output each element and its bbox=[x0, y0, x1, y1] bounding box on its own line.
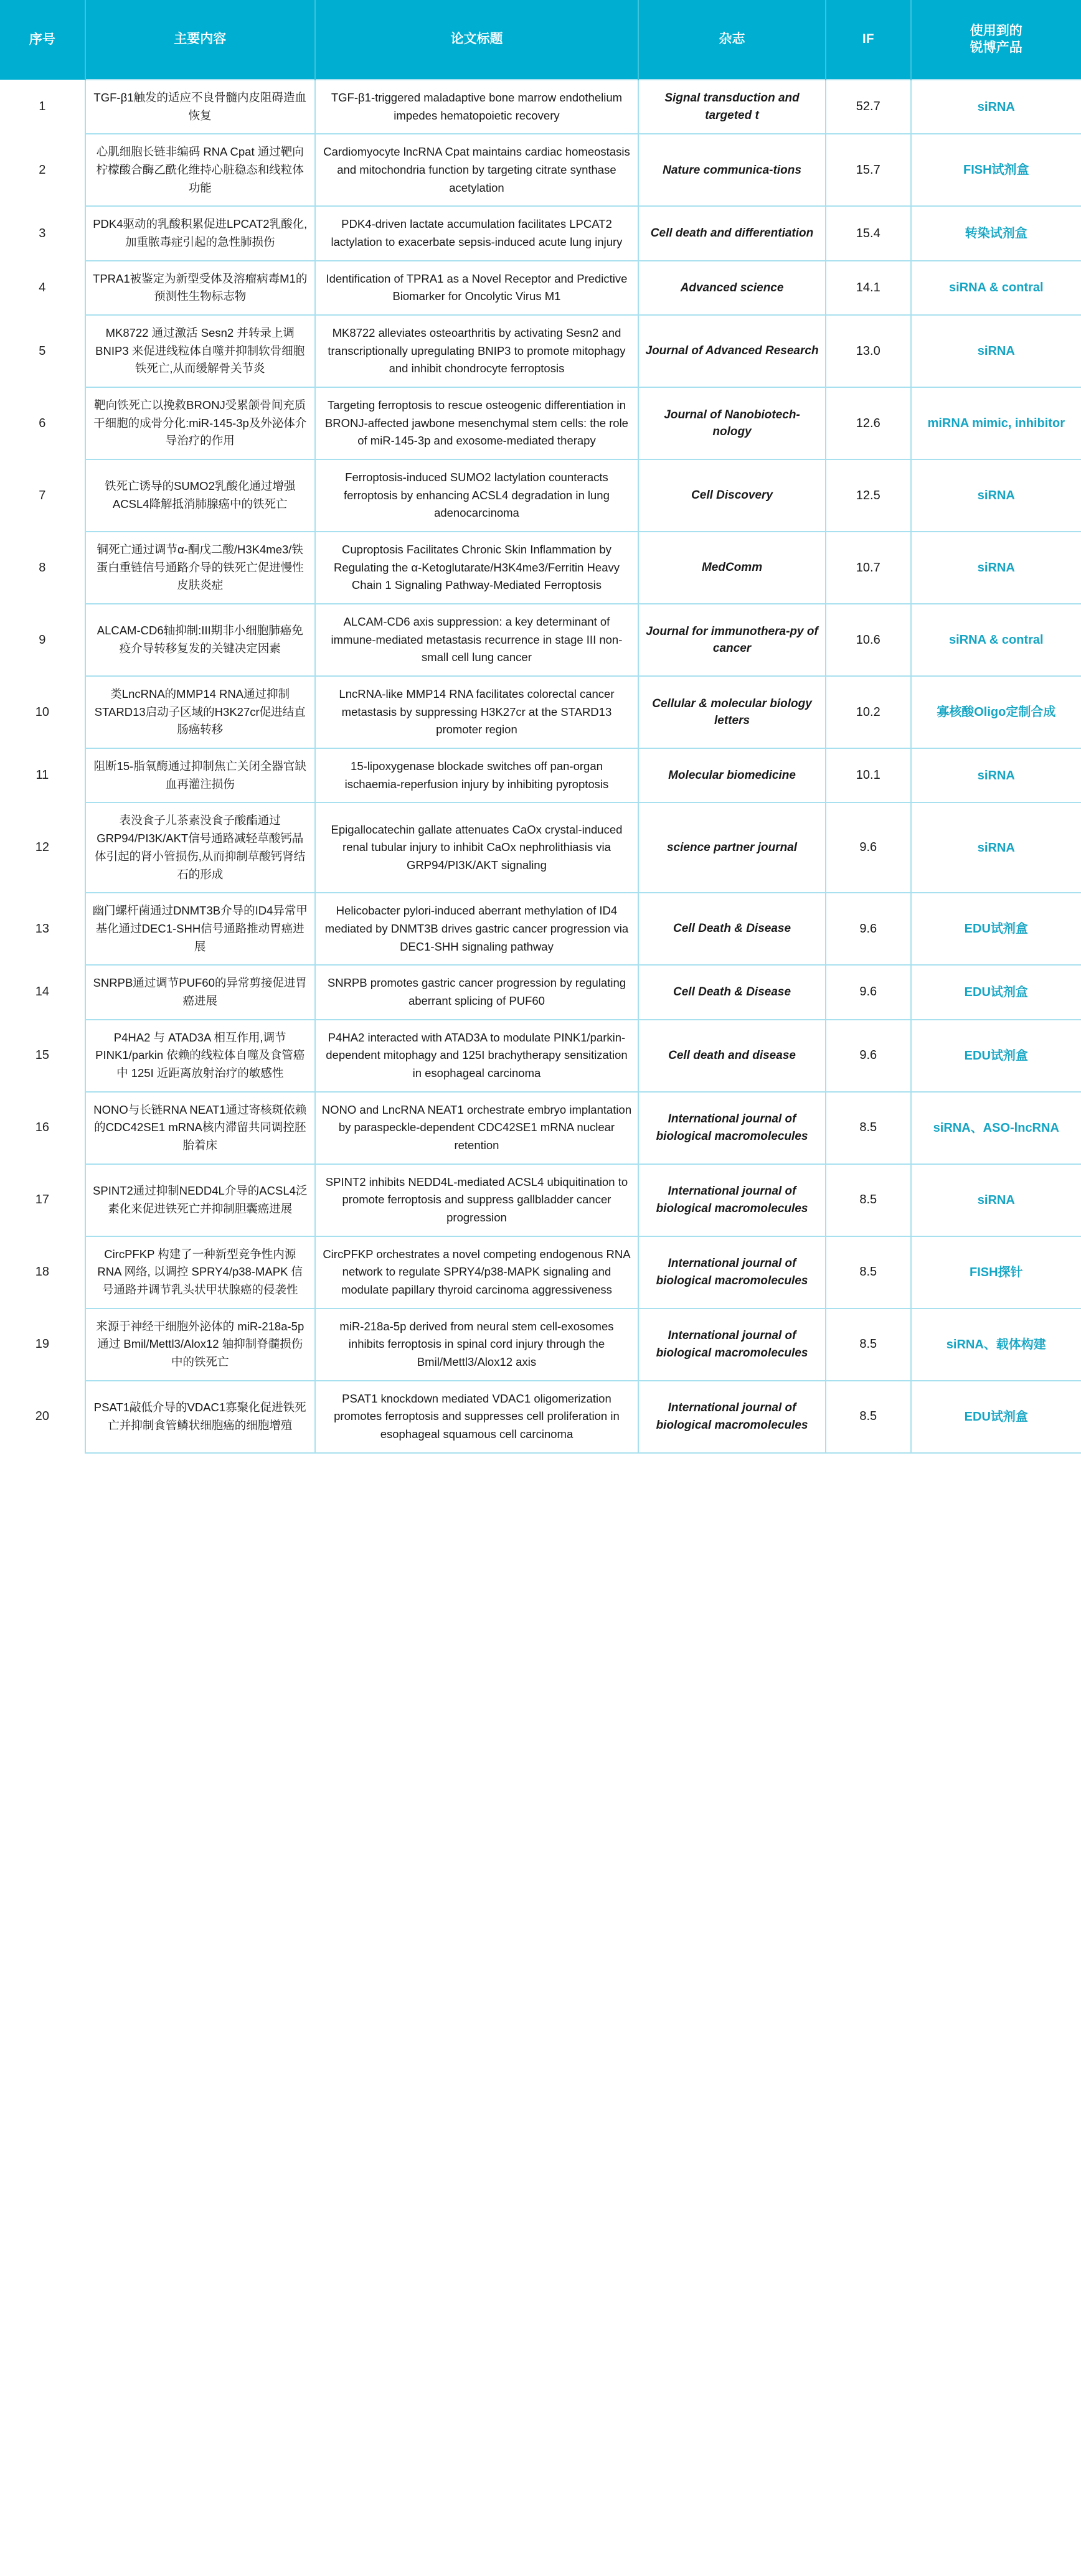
column-header-index: 序号 bbox=[0, 0, 85, 80]
row-paper-title-cell: MK8722 alleviates osteoarthritis by activating Sesn2 and transcriptionally upregulating BNIP3 to promote mitophagy and inhibit chondrocyte ferroptosis bbox=[315, 315, 638, 387]
row-index-cell: 19 bbox=[0, 1309, 85, 1381]
row-product-cell: EDU试剂盒 bbox=[911, 1020, 1081, 1092]
row-product-cell: EDU试剂盒 bbox=[911, 965, 1081, 1019]
row-impact-factor-cell: 9.6 bbox=[826, 893, 911, 965]
row-impact-factor-cell: 12.6 bbox=[826, 387, 911, 459]
row-product-cell: EDU试剂盒 bbox=[911, 1381, 1081, 1453]
header-row bbox=[0, 0, 1081, 80]
row-main-content-cell: 心肌细胞长链非编码 RNA Cpat 通过靶向柠檬酸合酶乙酰化维持心脏稳态和线粒体功能 bbox=[85, 134, 315, 206]
row-paper-title-cell: ALCAM-CD6 axis suppression: a key determinant of immune-mediated metastasis recurrence in stage III non-small cell lung cancer bbox=[315, 604, 638, 676]
table-row bbox=[0, 1381, 1081, 1453]
column-header-if: IF bbox=[826, 0, 911, 80]
row-paper-title-cell: Cuproptosis Facilitates Chronic Skin Inflammation by Regulating the α-Ketoglutarate/H3K4me3/Ferritin Heavy Chain 1 Signaling Pathway-Mediated Ferroptosis bbox=[315, 532, 638, 604]
row-paper-title-cell: SPINT2 inhibits NEDD4L-mediated ACSL4 ubiquitination to promote ferroptosis and suppress gallbladder cancer progression bbox=[315, 1164, 638, 1236]
table-row bbox=[0, 206, 1081, 260]
table-row bbox=[0, 802, 1081, 893]
row-journal-cell: Cell Discovery bbox=[638, 459, 826, 532]
row-paper-title-cell: Cardiomyocyte lncRNA Cpat maintains cardiac homeostasis and mitochondria function by targeting citrate synthase acetylation bbox=[315, 134, 638, 206]
row-product-cell: siRNA、ASO-lncRNA bbox=[911, 1092, 1081, 1164]
row-index-cell: 16 bbox=[0, 1092, 85, 1164]
row-impact-factor-cell: 12.5 bbox=[826, 459, 911, 532]
row-main-content-cell: 靶向铁死亡以挽救BRONJ受累颌骨间充质干细胞的成骨分化:miR-145-3p及外泌体介导治疗的作用 bbox=[85, 387, 315, 459]
column-header-product bbox=[911, 0, 1081, 80]
row-journal-cell: International journal of biological macromolecules bbox=[638, 1092, 826, 1164]
row-impact-factor-cell: 10.6 bbox=[826, 604, 911, 676]
table-row bbox=[0, 1092, 1081, 1164]
row-main-content-cell: 表没食子儿茶素没食子酸酯通过GRP94/PI3K/AKT信号通路减轻草酸钙晶体引起的肾小管损伤,从而抑制草酸钙肾结石的形成 bbox=[85, 802, 315, 893]
row-journal-cell: Nature communica-tions bbox=[638, 134, 826, 206]
row-main-content-cell: 来源于神经干细胞外泌体的 miR-218a-5p 通过 Bmil/Mettl3/Alox12 轴抑制脊髓损伤中的铁死亡 bbox=[85, 1309, 315, 1381]
table-row bbox=[0, 459, 1081, 532]
row-index-cell: 13 bbox=[0, 893, 85, 965]
row-journal-cell: Cell death and differentiation bbox=[638, 206, 826, 260]
row-index-cell: 1 bbox=[0, 80, 85, 134]
row-index-cell: 6 bbox=[0, 387, 85, 459]
row-product-cell: siRNA bbox=[911, 802, 1081, 893]
table-row bbox=[0, 134, 1081, 206]
row-journal-cell: Cellular & molecular biology letters bbox=[638, 676, 826, 748]
row-product-cell: miRNA mimic, inhibitor bbox=[911, 387, 1081, 459]
table-row bbox=[0, 604, 1081, 676]
row-product-cell: 转染试剂盒 bbox=[911, 206, 1081, 260]
row-journal-cell: Cell Death & Disease bbox=[638, 965, 826, 1019]
table-row bbox=[0, 532, 1081, 604]
row-main-content-cell: 铁死亡诱导的SUMO2乳酸化通过增强ACSL4降解抵消肺腺癌中的铁死亡 bbox=[85, 459, 315, 532]
row-journal-cell: International journal of biological macromolecules bbox=[638, 1309, 826, 1381]
row-paper-title-cell: CircPFKP orchestrates a novel competing endogenous RNA network to regulate SPRY4/p38-MAPK signaling and modulate papillary thyroid carcinoma aggressiveness bbox=[315, 1236, 638, 1309]
row-main-content-cell: 阻断15-脂氧酶通过抑制焦亡关闭全器官缺血再灌注损伤 bbox=[85, 748, 315, 802]
row-main-content-cell: SPINT2通过抑制NEDD4L介导的ACSL4泛素化来促进铁死亡并抑制胆囊癌进展 bbox=[85, 1164, 315, 1236]
row-journal-cell: International journal of biological macromolecules bbox=[638, 1164, 826, 1236]
row-journal-cell: Advanced science bbox=[638, 261, 826, 315]
row-main-content-cell: PDK4驱动的乳酸积累促进LPCAT2乳酸化,加重脓毒症引起的急性肺损伤 bbox=[85, 206, 315, 260]
row-impact-factor-cell: 8.5 bbox=[826, 1309, 911, 1381]
row-impact-factor-cell: 14.1 bbox=[826, 261, 911, 315]
row-main-content-cell: TGF-β1触发的适应不良骨髓内皮阻碍造血恢复 bbox=[85, 80, 315, 134]
row-journal-cell: Journal of Nanobiotech-nology bbox=[638, 387, 826, 459]
row-paper-title-cell: PSAT1 knockdown mediated VDAC1 oligomerization promotes ferroptosis and suppresses cell proliferation in esophageal squamous cell carcinoma bbox=[315, 1381, 638, 1453]
row-journal-cell: Journal for immunothera-py of cancer bbox=[638, 604, 826, 676]
row-journal-cell: Molecular biomedicine bbox=[638, 748, 826, 802]
row-main-content-cell: SNRPB通过调节PUF60的异常剪接促进胃癌进展 bbox=[85, 965, 315, 1019]
row-impact-factor-cell: 8.5 bbox=[826, 1381, 911, 1453]
table-row bbox=[0, 676, 1081, 748]
row-journal-cell: International journal of biological macromolecules bbox=[638, 1381, 826, 1453]
row-main-content-cell: MK8722 通过激活 Sesn2 并转录上调 BNIP3 来促进线粒体自噬并抑制软骨细胞铁死亡,从而缓解骨关节炎 bbox=[85, 315, 315, 387]
row-product-cell: FISH探针 bbox=[911, 1236, 1081, 1309]
table-row bbox=[0, 315, 1081, 387]
row-paper-title-cell: PDK4-driven lactate accumulation facilitates LPCAT2 lactylation to exacerbate sepsis-induced acute lung injury bbox=[315, 206, 638, 260]
row-impact-factor-cell: 8.5 bbox=[826, 1236, 911, 1309]
table-row bbox=[0, 748, 1081, 802]
row-index-cell: 3 bbox=[0, 206, 85, 260]
row-journal-cell: Signal transduction and targeted t bbox=[638, 80, 826, 134]
row-paper-title-cell: NONO and LncRNA NEAT1 orchestrate embryo implantation by paraspeckle-dependent CDC42SE1 mRNA nuclear retention bbox=[315, 1092, 638, 1164]
row-main-content-cell: 幽门螺杆菌通过DNMT3B介导的ID4异常甲基化通过DEC1-SHH信号通路推动胃癌进展 bbox=[85, 893, 315, 965]
row-main-content-cell: PSAT1敲低介导的VDAC1寡聚化促进铁死亡并抑制食管鳞状细胞癌的细胞增殖 bbox=[85, 1381, 315, 1453]
row-paper-title-cell: Helicobacter pylori-induced aberrant methylation of ID4 mediated by DNMT3B drives gastric cancer progression via DEC1-SHH signaling pathway bbox=[315, 893, 638, 965]
row-impact-factor-cell: 15.4 bbox=[826, 206, 911, 260]
row-product-cell: siRNA bbox=[911, 80, 1081, 134]
row-index-cell: 5 bbox=[0, 315, 85, 387]
row-journal-cell: science partner journal bbox=[638, 802, 826, 893]
row-main-content-cell: CircPFKP 构建了一种新型竞争性内源 RNA 网络, 以调控 SPRY4/p38-MAPK 信号通路并调节乳头状甲状腺癌的侵袭性 bbox=[85, 1236, 315, 1309]
row-index-cell: 2 bbox=[0, 134, 85, 206]
row-product-cell: FISH试剂盒 bbox=[911, 134, 1081, 206]
table-row bbox=[0, 261, 1081, 315]
row-impact-factor-cell: 52.7 bbox=[826, 80, 911, 134]
row-paper-title-cell: P4HA2 interacted with ATAD3A to modulate PINK1/parkin-dependent mitophagy and 125I brachytherapy sensitization in esophageal carcinoma bbox=[315, 1020, 638, 1092]
row-main-content-cell: ALCAM-CD6轴抑制:III期非小细胞肺癌免疫介导转移复发的关键决定因素 bbox=[85, 604, 315, 676]
row-index-cell: 10 bbox=[0, 676, 85, 748]
row-product-cell: siRNA bbox=[911, 1164, 1081, 1236]
row-product-cell: siRNA bbox=[911, 315, 1081, 387]
row-index-cell: 8 bbox=[0, 532, 85, 604]
row-product-cell: siRNA & contral bbox=[911, 604, 1081, 676]
column-header-product-line1: 使用到的 bbox=[970, 23, 1022, 38]
row-index-cell: 9 bbox=[0, 604, 85, 676]
row-journal-cell: Journal of Advanced Research bbox=[638, 315, 826, 387]
row-main-content-cell: NONO与长链RNA NEAT1通过寄核斑依赖的CDC42SE1 mRNA核内滞留共同调控胚胎着床 bbox=[85, 1092, 315, 1164]
table-body bbox=[0, 80, 1081, 1453]
table-row bbox=[0, 1020, 1081, 1092]
row-product-cell: siRNA bbox=[911, 532, 1081, 604]
table-row bbox=[0, 893, 1081, 965]
row-index-cell: 7 bbox=[0, 459, 85, 532]
row-index-cell: 15 bbox=[0, 1020, 85, 1092]
row-impact-factor-cell: 15.7 bbox=[826, 134, 911, 206]
row-impact-factor-cell: 8.5 bbox=[826, 1164, 911, 1236]
row-index-cell: 12 bbox=[0, 802, 85, 893]
row-impact-factor-cell: 9.6 bbox=[826, 965, 911, 1019]
row-paper-title-cell: miR-218a-5p derived from neural stem cell-exosomes inhibits ferroptosis in spinal cord injury through the Bmil/Mettl3/Alox12 axis bbox=[315, 1309, 638, 1381]
table-row bbox=[0, 965, 1081, 1019]
column-header-title: 论文标题 bbox=[315, 0, 638, 80]
table-row bbox=[0, 80, 1081, 134]
row-index-cell: 11 bbox=[0, 748, 85, 802]
row-product-cell: siRNA bbox=[911, 459, 1081, 532]
row-journal-cell: Cell death and disease bbox=[638, 1020, 826, 1092]
column-header-journal: 杂志 bbox=[638, 0, 826, 80]
table-row bbox=[0, 387, 1081, 459]
row-paper-title-cell: TGF-β1-triggered maladaptive bone marrow endothelium impedes hematopoietic recovery bbox=[315, 80, 638, 134]
column-header-product-line2: 锐博产品 bbox=[970, 40, 1022, 55]
row-impact-factor-cell: 10.7 bbox=[826, 532, 911, 604]
row-impact-factor-cell: 8.5 bbox=[826, 1092, 911, 1164]
row-product-cell: EDU试剂盒 bbox=[911, 893, 1081, 965]
table-row bbox=[0, 1309, 1081, 1381]
row-product-cell: siRNA & contral bbox=[911, 261, 1081, 315]
row-impact-factor-cell: 10.1 bbox=[826, 748, 911, 802]
row-index-cell: 14 bbox=[0, 965, 85, 1019]
table-row bbox=[0, 1236, 1081, 1309]
row-main-content-cell: TPRA1被鉴定为新型受体及溶瘤病毒M1的预测性生物标志物 bbox=[85, 261, 315, 315]
row-paper-title-cell: Identification of TPRA1 as a Novel Receptor and Predictive Biomarker for Oncolytic Virus M1 bbox=[315, 261, 638, 315]
row-impact-factor-cell: 10.2 bbox=[826, 676, 911, 748]
row-main-content-cell: 类LncRNA的MMP14 RNA通过抑制STARD13启动子区域的H3K27cr促进结直肠癌转移 bbox=[85, 676, 315, 748]
row-journal-cell: MedComm bbox=[638, 532, 826, 604]
row-journal-cell: International journal of biological macromolecules bbox=[638, 1236, 826, 1309]
table-header bbox=[0, 0, 1081, 80]
row-index-cell: 4 bbox=[0, 261, 85, 315]
row-paper-title-cell: SNRPB promotes gastric cancer progression by regulating aberrant splicing of PUF60 bbox=[315, 965, 638, 1019]
row-product-cell: siRNA bbox=[911, 748, 1081, 802]
row-paper-title-cell: LncRNA-like MMP14 RNA facilitates colorectal cancer metastasis by suppressing H3K27cr at the STARD13 promoter region bbox=[315, 676, 638, 748]
row-impact-factor-cell: 13.0 bbox=[826, 315, 911, 387]
row-product-cell: 寡核酸Oligo定制合成 bbox=[911, 676, 1081, 748]
row-index-cell: 20 bbox=[0, 1381, 85, 1453]
row-paper-title-cell: Ferroptosis-induced SUMO2 lactylation counteracts ferroptosis by enhancing ACSL4 degradation in lung adenocarcinoma bbox=[315, 459, 638, 532]
row-impact-factor-cell: 9.6 bbox=[826, 802, 911, 893]
row-index-cell: 18 bbox=[0, 1236, 85, 1309]
row-journal-cell: Cell Death & Disease bbox=[638, 893, 826, 965]
row-product-cell: siRNA、载体构建 bbox=[911, 1309, 1081, 1381]
row-paper-title-cell: Epigallocatechin gallate attenuates CaOx crystal-induced renal tubular injury to inhibit CaOx nephrolithiasis via GRP94/PI3K/AKT signaling bbox=[315, 802, 638, 893]
row-paper-title-cell: 15-lipoxygenase blockade switches off pan-organ ischaemia-reperfusion injury by inhibiting pyroptosis bbox=[315, 748, 638, 802]
row-main-content-cell: 铜死亡通过调节α-酮戊二酸/H3K4me3/铁蛋白重链信号通路介导的铁死亡促进慢性皮肤炎症 bbox=[85, 532, 315, 604]
table-row bbox=[0, 1164, 1081, 1236]
row-impact-factor-cell: 9.6 bbox=[826, 1020, 911, 1092]
row-paper-title-cell: Targeting ferroptosis to rescue osteogenic differentiation in BRONJ-affected jawbone mesenchymal stem cells: the role of miR-145-3p and exosome-mediated therapy bbox=[315, 387, 638, 459]
row-index-cell: 17 bbox=[0, 1164, 85, 1236]
row-main-content-cell: P4HA2 与 ATAD3A 相互作用,调节PINK1/parkin 依赖的线粒体自噬及食管癌中 125I 近距离放射治疗的敏感性 bbox=[85, 1020, 315, 1092]
column-header-main: 主要内容 bbox=[85, 0, 315, 80]
